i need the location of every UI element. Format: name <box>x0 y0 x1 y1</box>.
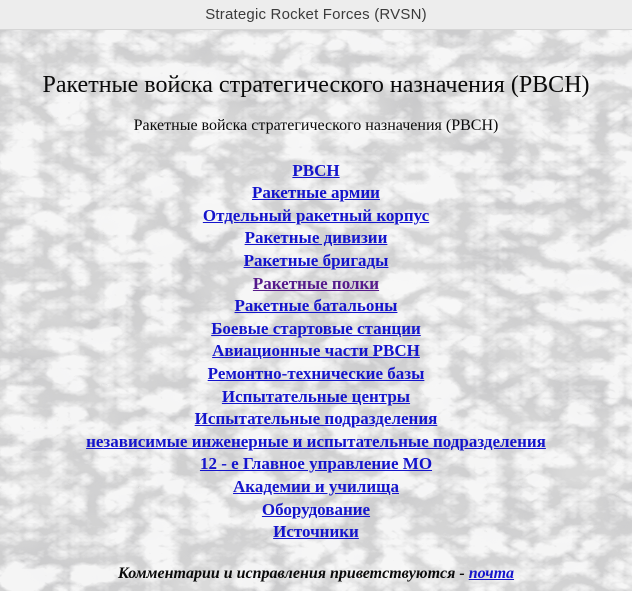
nav-link[interactable]: Испытательные центры <box>221 386 411 406</box>
nav-link[interactable]: Испытательные подразделения <box>194 409 438 429</box>
nav-link[interactable]: независимые инженерные и испытательные подразделения <box>86 431 546 451</box>
footer-text: Комментарии и исправления приветствуются - <box>117 564 469 582</box>
nav-row <box>0 160 632 183</box>
nav-link[interactable]: Академии и училища <box>233 476 399 496</box>
nav-row <box>0 205 632 228</box>
nav-row <box>0 521 632 544</box>
nav-row <box>0 386 632 409</box>
nav-row <box>0 408 632 431</box>
section-link-list <box>0 160 632 544</box>
nav-link[interactable]: Ракетные полки <box>252 273 380 293</box>
window-title: Strategic Rocket Forces (RVSN) <box>205 6 427 23</box>
footer-note <box>0 565 632 583</box>
nav-row <box>0 227 632 250</box>
nav-link[interactable]: Источники <box>273 522 359 542</box>
page-title: Ракетные войска стратегического назначения (РВСН) <box>42 72 590 98</box>
nav-link[interactable]: Авиационные части РВСН <box>212 341 420 361</box>
page-subtitle: Ракетные войска стратегического назначения (РВСН) <box>133 116 499 134</box>
nav-row <box>0 250 632 273</box>
nav-row <box>0 295 632 318</box>
nav-row <box>0 363 632 386</box>
nav-link[interactable]: Ремонтно-технические базы <box>207 363 425 383</box>
page-content <box>0 72 632 583</box>
nav-row <box>0 431 632 454</box>
nav-row <box>0 182 632 205</box>
nav-link[interactable]: 12 - е Главное управление МО <box>199 454 433 474</box>
nav-link[interactable]: Боевые стартовые станции <box>211 318 421 338</box>
nav-row <box>0 340 632 363</box>
nav-link[interactable]: РВСН <box>292 160 340 180</box>
nav-link[interactable]: Отдельный ракетный корпус <box>202 205 430 225</box>
nav-link[interactable]: Ракетные бригады <box>243 250 389 270</box>
nav-link[interactable]: Оборудование <box>261 499 371 519</box>
nav-row <box>0 273 632 296</box>
nav-row <box>0 499 632 522</box>
mail-link[interactable]: почта <box>468 564 515 582</box>
nav-row <box>0 476 632 499</box>
nav-link[interactable]: Ракетные батальоны <box>234 296 398 316</box>
window-title-bar <box>0 0 632 30</box>
nav-link[interactable]: Ракетные армии <box>252 183 380 203</box>
nav-link[interactable]: Ракетные дивизии <box>244 228 388 248</box>
nav-row <box>0 453 632 476</box>
nav-row <box>0 318 632 341</box>
